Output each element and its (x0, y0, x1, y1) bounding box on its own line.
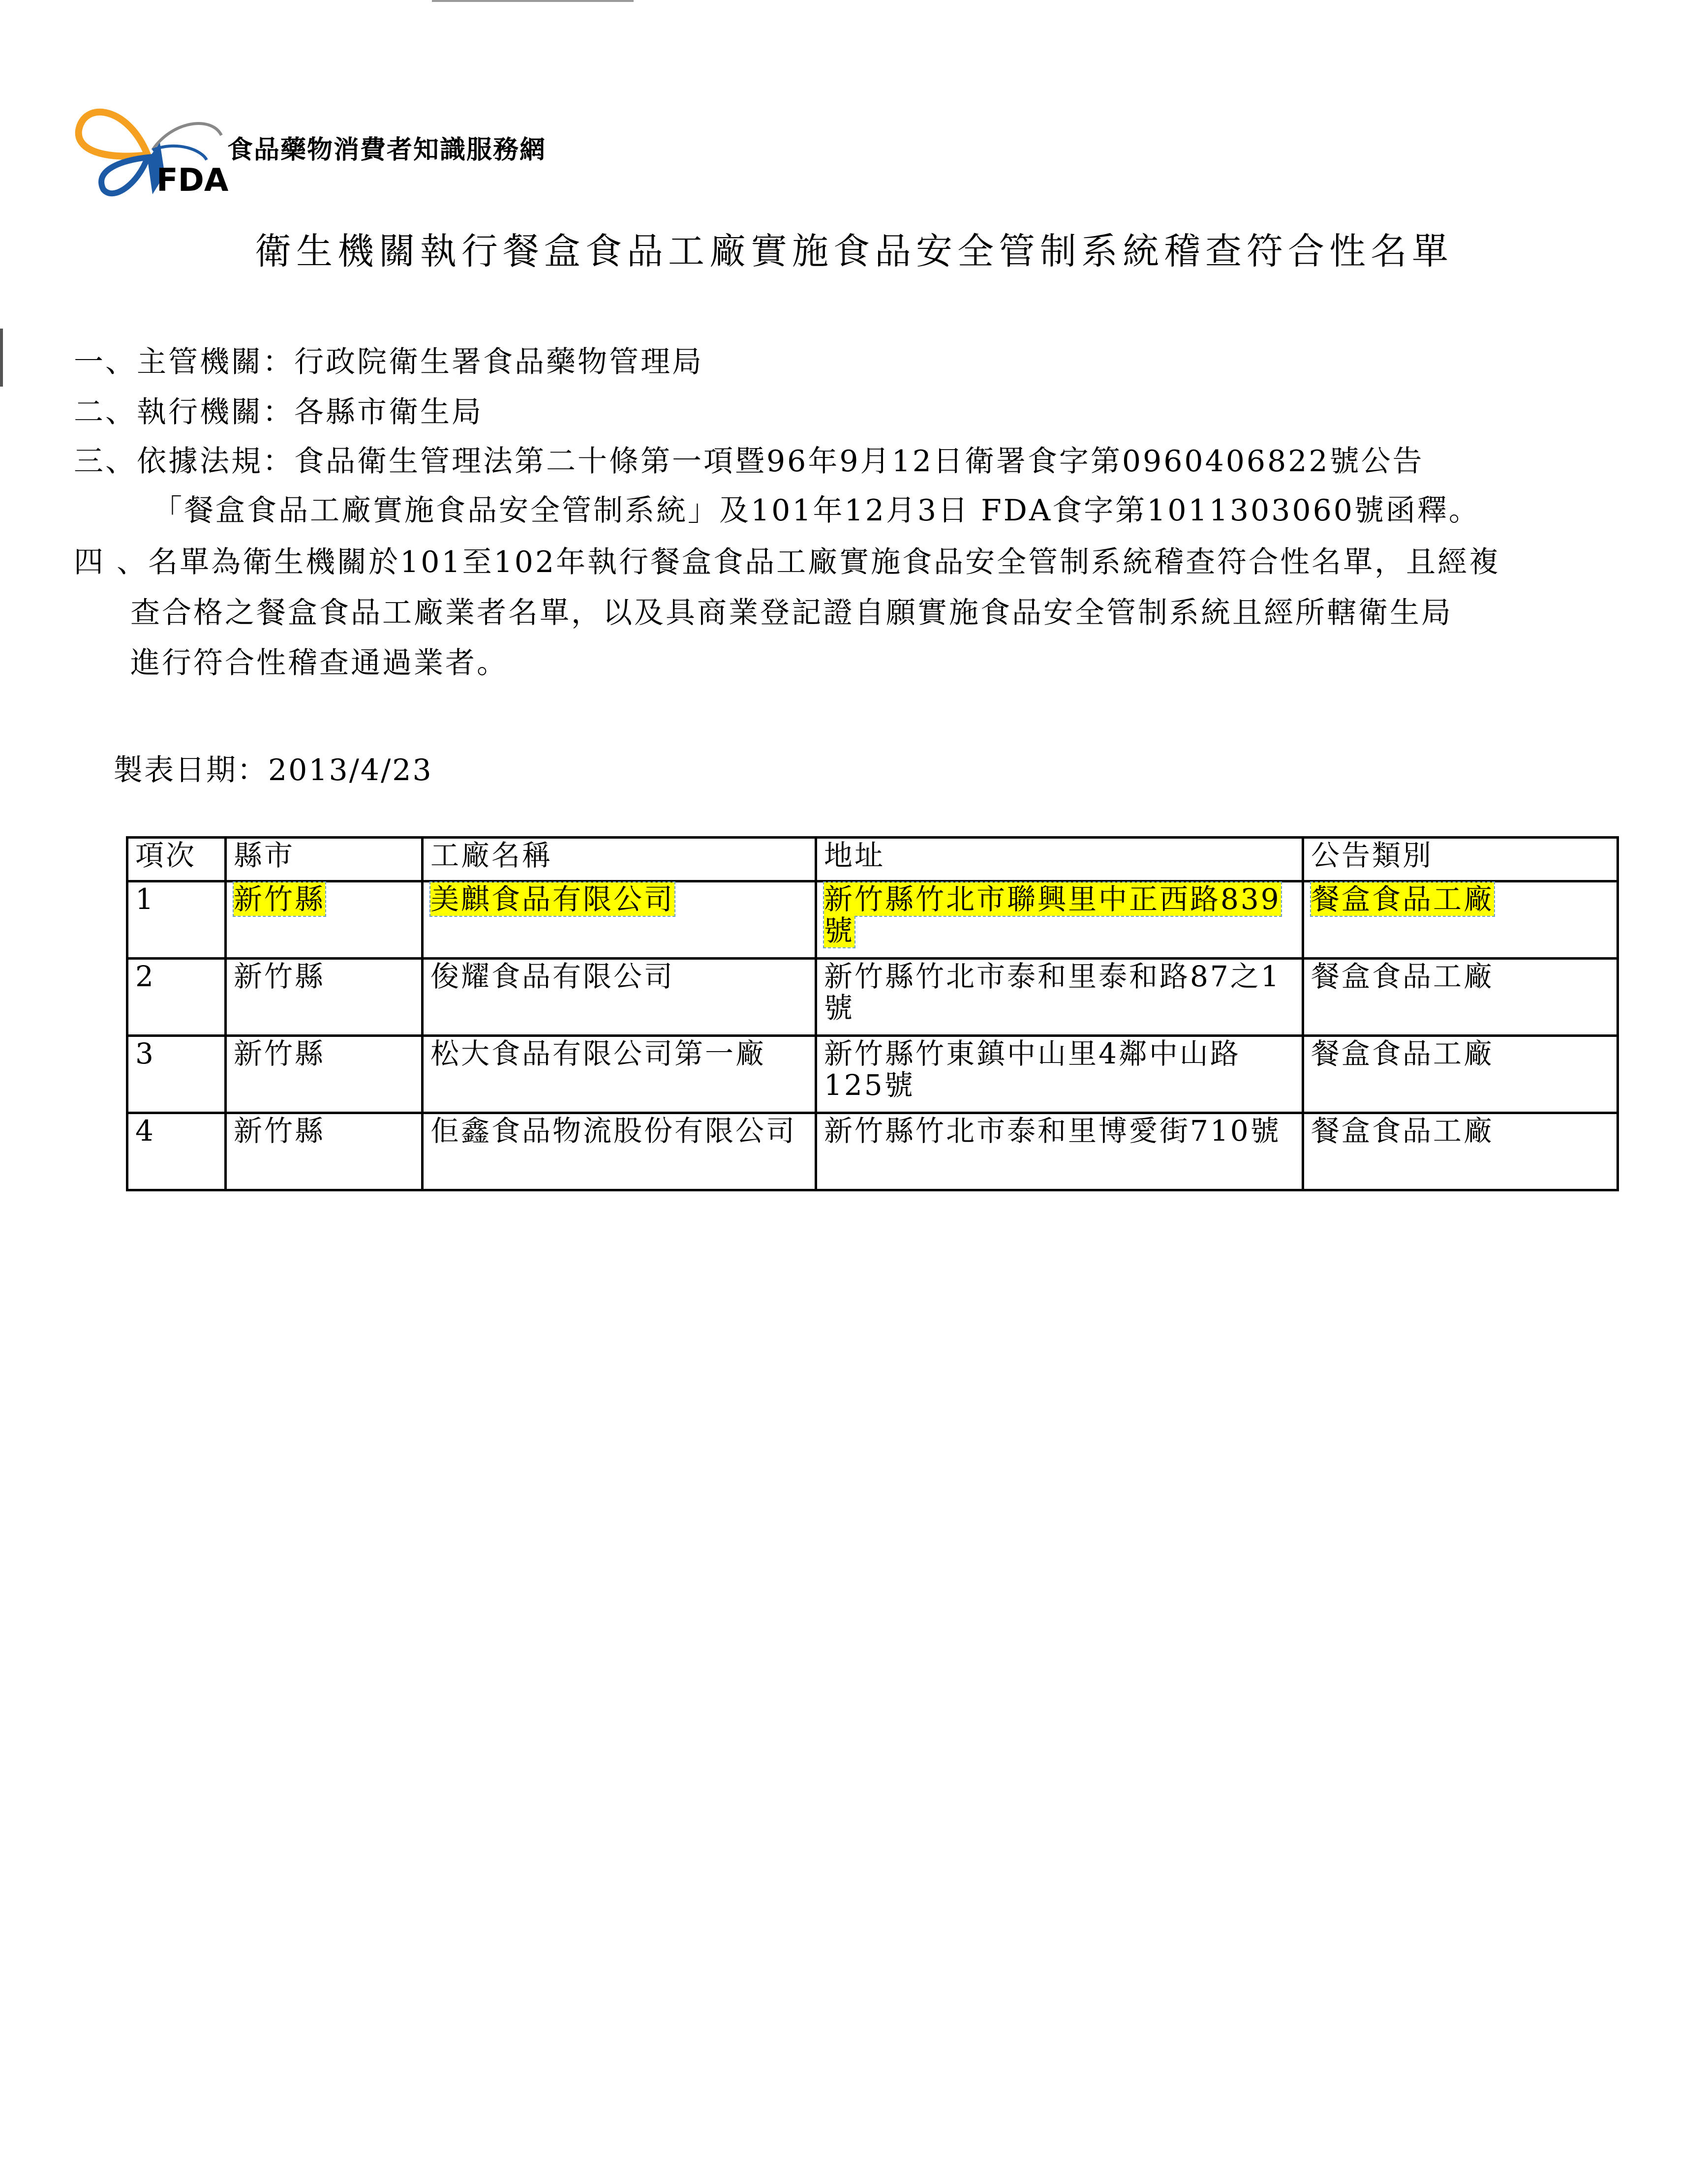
table-row (127, 1113, 1618, 1190)
cell-category: 餐盒食品工廠 (1303, 959, 1618, 1036)
cell-name: 佢鑫食品物流股份有限公司 (423, 1113, 816, 1190)
header-category: 公告類別 (1303, 838, 1618, 881)
header-county: 縣市 (226, 838, 423, 881)
logo-tagline: 食品藥物消費者知識服務網 (227, 135, 547, 165)
cell-address: 新竹縣竹東鎮中山里4鄰中山路125號 (816, 1036, 1303, 1113)
cell-address: 新竹縣竹北市聯興里中正西路839號 (824, 882, 1281, 947)
cell-no: 2 (127, 959, 226, 1036)
document-title: 衛生機關執行餐盒食品工廠實施食品安全管制系統稽查符合性名單 (255, 230, 1453, 272)
table-row (127, 1036, 1618, 1113)
cell-no: 4 (127, 1113, 226, 1190)
cell-no: 3 (127, 1036, 226, 1113)
logo-brand: FDA (156, 162, 229, 199)
item-description: 四 、名單為衛生機關於101至102年執行餐盒食品工廠實施食品安全管制系統稽查符合性名單，且經複 (74, 545, 1501, 579)
table-row (127, 881, 1618, 959)
cell-category: 餐盒食品工廠 (1303, 1113, 1618, 1190)
cell-category: 餐盒食品工廠 (1311, 882, 1494, 916)
header-address: 地址 (816, 838, 1303, 881)
cell-county: 新竹縣 (234, 882, 326, 916)
header-no: 項次 (127, 838, 226, 881)
item-authority: 一、主管機關：行政院衛生署食品藥物管理局 (74, 345, 703, 379)
table-header-row (127, 838, 1618, 881)
cell-name: 俊耀食品有限公司 (423, 959, 816, 1036)
cell-category: 餐盒食品工廠 (1303, 1036, 1618, 1113)
cell-county: 新竹縣 (226, 959, 423, 1036)
item-regulation: 三、依據法規：食品衛生管理法第二十條第一項暨96年9月12日衛署食字第0960406822號公告 (74, 444, 1424, 479)
cell-county: 新竹縣 (226, 1113, 423, 1190)
item-description-cont-1: 查合格之餐盒食品工廠業者名單，以及具商業登記證自願實施食品安全管制系統且經所轄衛生局 (130, 596, 1453, 630)
cell-no: 1 (127, 881, 226, 959)
date-line: 製表日期：2013/4/23 (113, 753, 433, 787)
item-regulation-cont: 「餐盒食品工廠實施食品安全管制系統」及101年12月3日 FDA食字第1011303060號函釋。 (152, 493, 1480, 528)
item-description-cont-2: 進行符合性稽查通過業者。 (130, 646, 508, 680)
table-row (127, 959, 1618, 1036)
top-rule (432, 0, 634, 2)
item-executor: 二、執行機關：各縣市衛生局 (74, 395, 483, 429)
cell-address: 新竹縣竹北市泰和里泰和路87之1號 (816, 959, 1303, 1036)
factory-table (126, 836, 1619, 1191)
cell-address: 新竹縣竹北市泰和里博愛街710號 (816, 1113, 1303, 1190)
margin-mark (0, 329, 3, 387)
cell-county: 新竹縣 (226, 1036, 423, 1113)
header-name: 工廠名稱 (423, 838, 816, 881)
cell-name: 松大食品有限公司第一廠 (423, 1036, 816, 1113)
cell-name: 美麒食品有限公司 (430, 882, 675, 916)
